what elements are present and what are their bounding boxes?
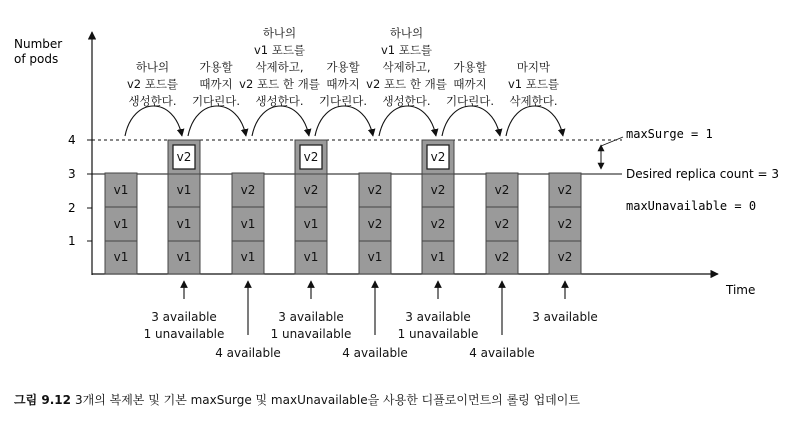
step-description — [319, 60, 367, 108]
step-line: 기다린다. — [445, 94, 495, 108]
availability-label: 4 available — [215, 346, 281, 360]
pod-label: v1 — [240, 250, 256, 264]
availability-label: 3 available — [278, 310, 344, 324]
step-line: 가용할 — [453, 60, 487, 74]
step-line: 기다린다. — [191, 94, 241, 108]
step-description — [239, 26, 320, 108]
pod — [549, 207, 581, 241]
y-tick-3 — [68, 167, 92, 181]
pod-label: v2 — [557, 183, 573, 197]
transition-arrow — [379, 106, 436, 136]
availability-label: 3 available — [405, 310, 471, 324]
pod-label: v1 — [367, 250, 383, 264]
max-unavailable-label: maxUnavailable = 0 — [626, 199, 757, 213]
step-line: 생성한다. — [382, 94, 431, 108]
pod-label: v2 — [494, 250, 510, 264]
step-line: 하나의 — [389, 26, 424, 40]
pod-label: v2 — [303, 150, 319, 164]
pod-label: v2 — [430, 183, 446, 197]
step-line: 때까지 — [453, 77, 487, 91]
y-tick-label-4: 4 — [68, 133, 76, 147]
availability-label: 1 unavailable — [397, 327, 479, 341]
step-line: 삭제하고, — [255, 60, 304, 74]
pod — [105, 207, 137, 241]
transition-arrow — [252, 106, 309, 136]
availability-annotation — [215, 281, 281, 360]
step-line: 삭제한다. — [509, 94, 558, 108]
max-surge-label: maxSurge = 1 — [626, 127, 713, 141]
pod — [232, 173, 264, 207]
pod-columns — [105, 140, 581, 274]
pod-label: v2 — [557, 217, 573, 231]
pod — [295, 173, 327, 207]
step-line: 삭제하고, — [382, 60, 431, 74]
step-line: v1 포드를 — [253, 43, 306, 57]
pod — [168, 207, 200, 241]
pod — [359, 173, 391, 207]
step-line: 하나의 — [262, 26, 297, 40]
step-line: v1 포드를 — [507, 77, 560, 91]
pod-label: v1 — [176, 183, 192, 197]
availability-annotation — [144, 281, 225, 341]
step-line: 마지막 — [516, 60, 551, 74]
caption-label: 그림 9.12 — [14, 393, 71, 407]
pod — [549, 240, 581, 274]
pod — [549, 173, 581, 207]
availability-label: 4 available — [342, 346, 408, 360]
surge-bracket-leader — [601, 137, 623, 146]
caption-text: 3개의 복제본 및 기본 maxSurge 및 maxUnavailable을 사용한 디플로이먼트의 롤링 업데이트 — [74, 393, 580, 407]
availability-annotations — [144, 281, 598, 360]
pod — [422, 207, 454, 241]
availability-annotation — [532, 281, 598, 324]
pod-label: v2 — [367, 183, 383, 197]
step-line: 때까지 — [326, 77, 360, 91]
pod-label: v1 — [303, 250, 319, 264]
pod-label: v2 — [430, 217, 446, 231]
step-line: 가용할 — [199, 60, 233, 74]
figure-caption — [14, 391, 580, 408]
pod — [168, 140, 200, 174]
step-description — [127, 60, 178, 108]
step-description — [192, 60, 240, 108]
availability-annotation — [342, 281, 408, 360]
pod-label: v1 — [430, 250, 446, 264]
step-line: v2 포드를 — [126, 77, 179, 91]
availability-label: 4 available — [469, 346, 535, 360]
pod — [295, 240, 327, 274]
pod-label: v1 — [113, 183, 129, 197]
pod-label: v2 — [494, 183, 510, 197]
availability-label: 3 available — [151, 310, 217, 324]
pod-label: v2 — [494, 217, 510, 231]
step-line: v1 포드를 — [380, 43, 433, 57]
availability-label: 1 unavailable — [143, 327, 225, 341]
y-tick-label-2: 2 — [68, 201, 76, 215]
availability-label: 1 unavailable — [270, 327, 352, 341]
pod — [359, 207, 391, 241]
pod — [232, 207, 264, 241]
pod — [168, 240, 200, 274]
availability-annotation — [398, 281, 479, 341]
step-description — [446, 60, 494, 108]
step-line: v2 포드 한 개를 — [239, 77, 320, 91]
pod — [486, 207, 518, 241]
pod — [105, 173, 137, 207]
pod-label: v2 — [240, 183, 256, 197]
pod — [422, 240, 454, 274]
y-axis-label-line1: Number — [14, 37, 63, 51]
step-line: v2 포드 한 개를 — [366, 77, 447, 91]
step-line: 생성한다. — [255, 94, 304, 108]
desired-replica-label: Desired replica count = 3 — [626, 167, 779, 181]
y-tick-2 — [68, 201, 92, 215]
transition-arrow — [506, 106, 563, 136]
pod-label: v1 — [240, 217, 256, 231]
transition-arrow — [125, 106, 182, 136]
pod-label: v1 — [113, 217, 129, 231]
step-line: 생성한다. — [128, 94, 177, 108]
pod — [232, 240, 264, 274]
pod-label: v2 — [557, 250, 573, 264]
availability-label: 3 available — [532, 310, 598, 324]
step-line: 하나의 — [135, 60, 170, 74]
transition-arrow — [315, 106, 373, 136]
y-tick-4 — [68, 133, 92, 147]
step-line: 기다린다. — [318, 94, 368, 108]
availability-annotation — [271, 281, 352, 341]
pod — [486, 240, 518, 274]
pod — [295, 140, 327, 174]
pod-label: v2 — [303, 183, 319, 197]
pod — [359, 240, 391, 274]
step-description — [508, 60, 559, 108]
y-tick-label-3: 3 — [68, 167, 76, 181]
pod-label: v1 — [176, 217, 192, 231]
transition-arrow — [442, 106, 500, 136]
pod — [105, 240, 137, 274]
transition-arrows — [125, 106, 563, 136]
pod-label: v2 — [367, 217, 383, 231]
x-axis-label: Time — [726, 283, 756, 297]
y-tick-label-1: 1 — [68, 234, 76, 248]
step-descriptions — [127, 26, 559, 108]
pod-label: v1 — [303, 217, 319, 231]
pod-label: v2 — [176, 150, 192, 164]
pod — [295, 207, 327, 241]
pod — [168, 173, 200, 207]
pod-label: v2 — [430, 150, 446, 164]
pod — [486, 173, 518, 207]
pod — [422, 140, 454, 174]
pod-label: v1 — [176, 250, 192, 264]
y-tick-1 — [68, 234, 92, 248]
step-line: 때까지 — [199, 77, 233, 91]
availability-annotation — [469, 281, 535, 360]
y-axis-label-line2: of pods — [14, 52, 59, 66]
pod-label: v1 — [113, 250, 129, 264]
step-line: 가용할 — [326, 60, 360, 74]
pod — [422, 173, 454, 207]
transition-arrow — [188, 106, 246, 136]
step-description — [366, 26, 447, 108]
